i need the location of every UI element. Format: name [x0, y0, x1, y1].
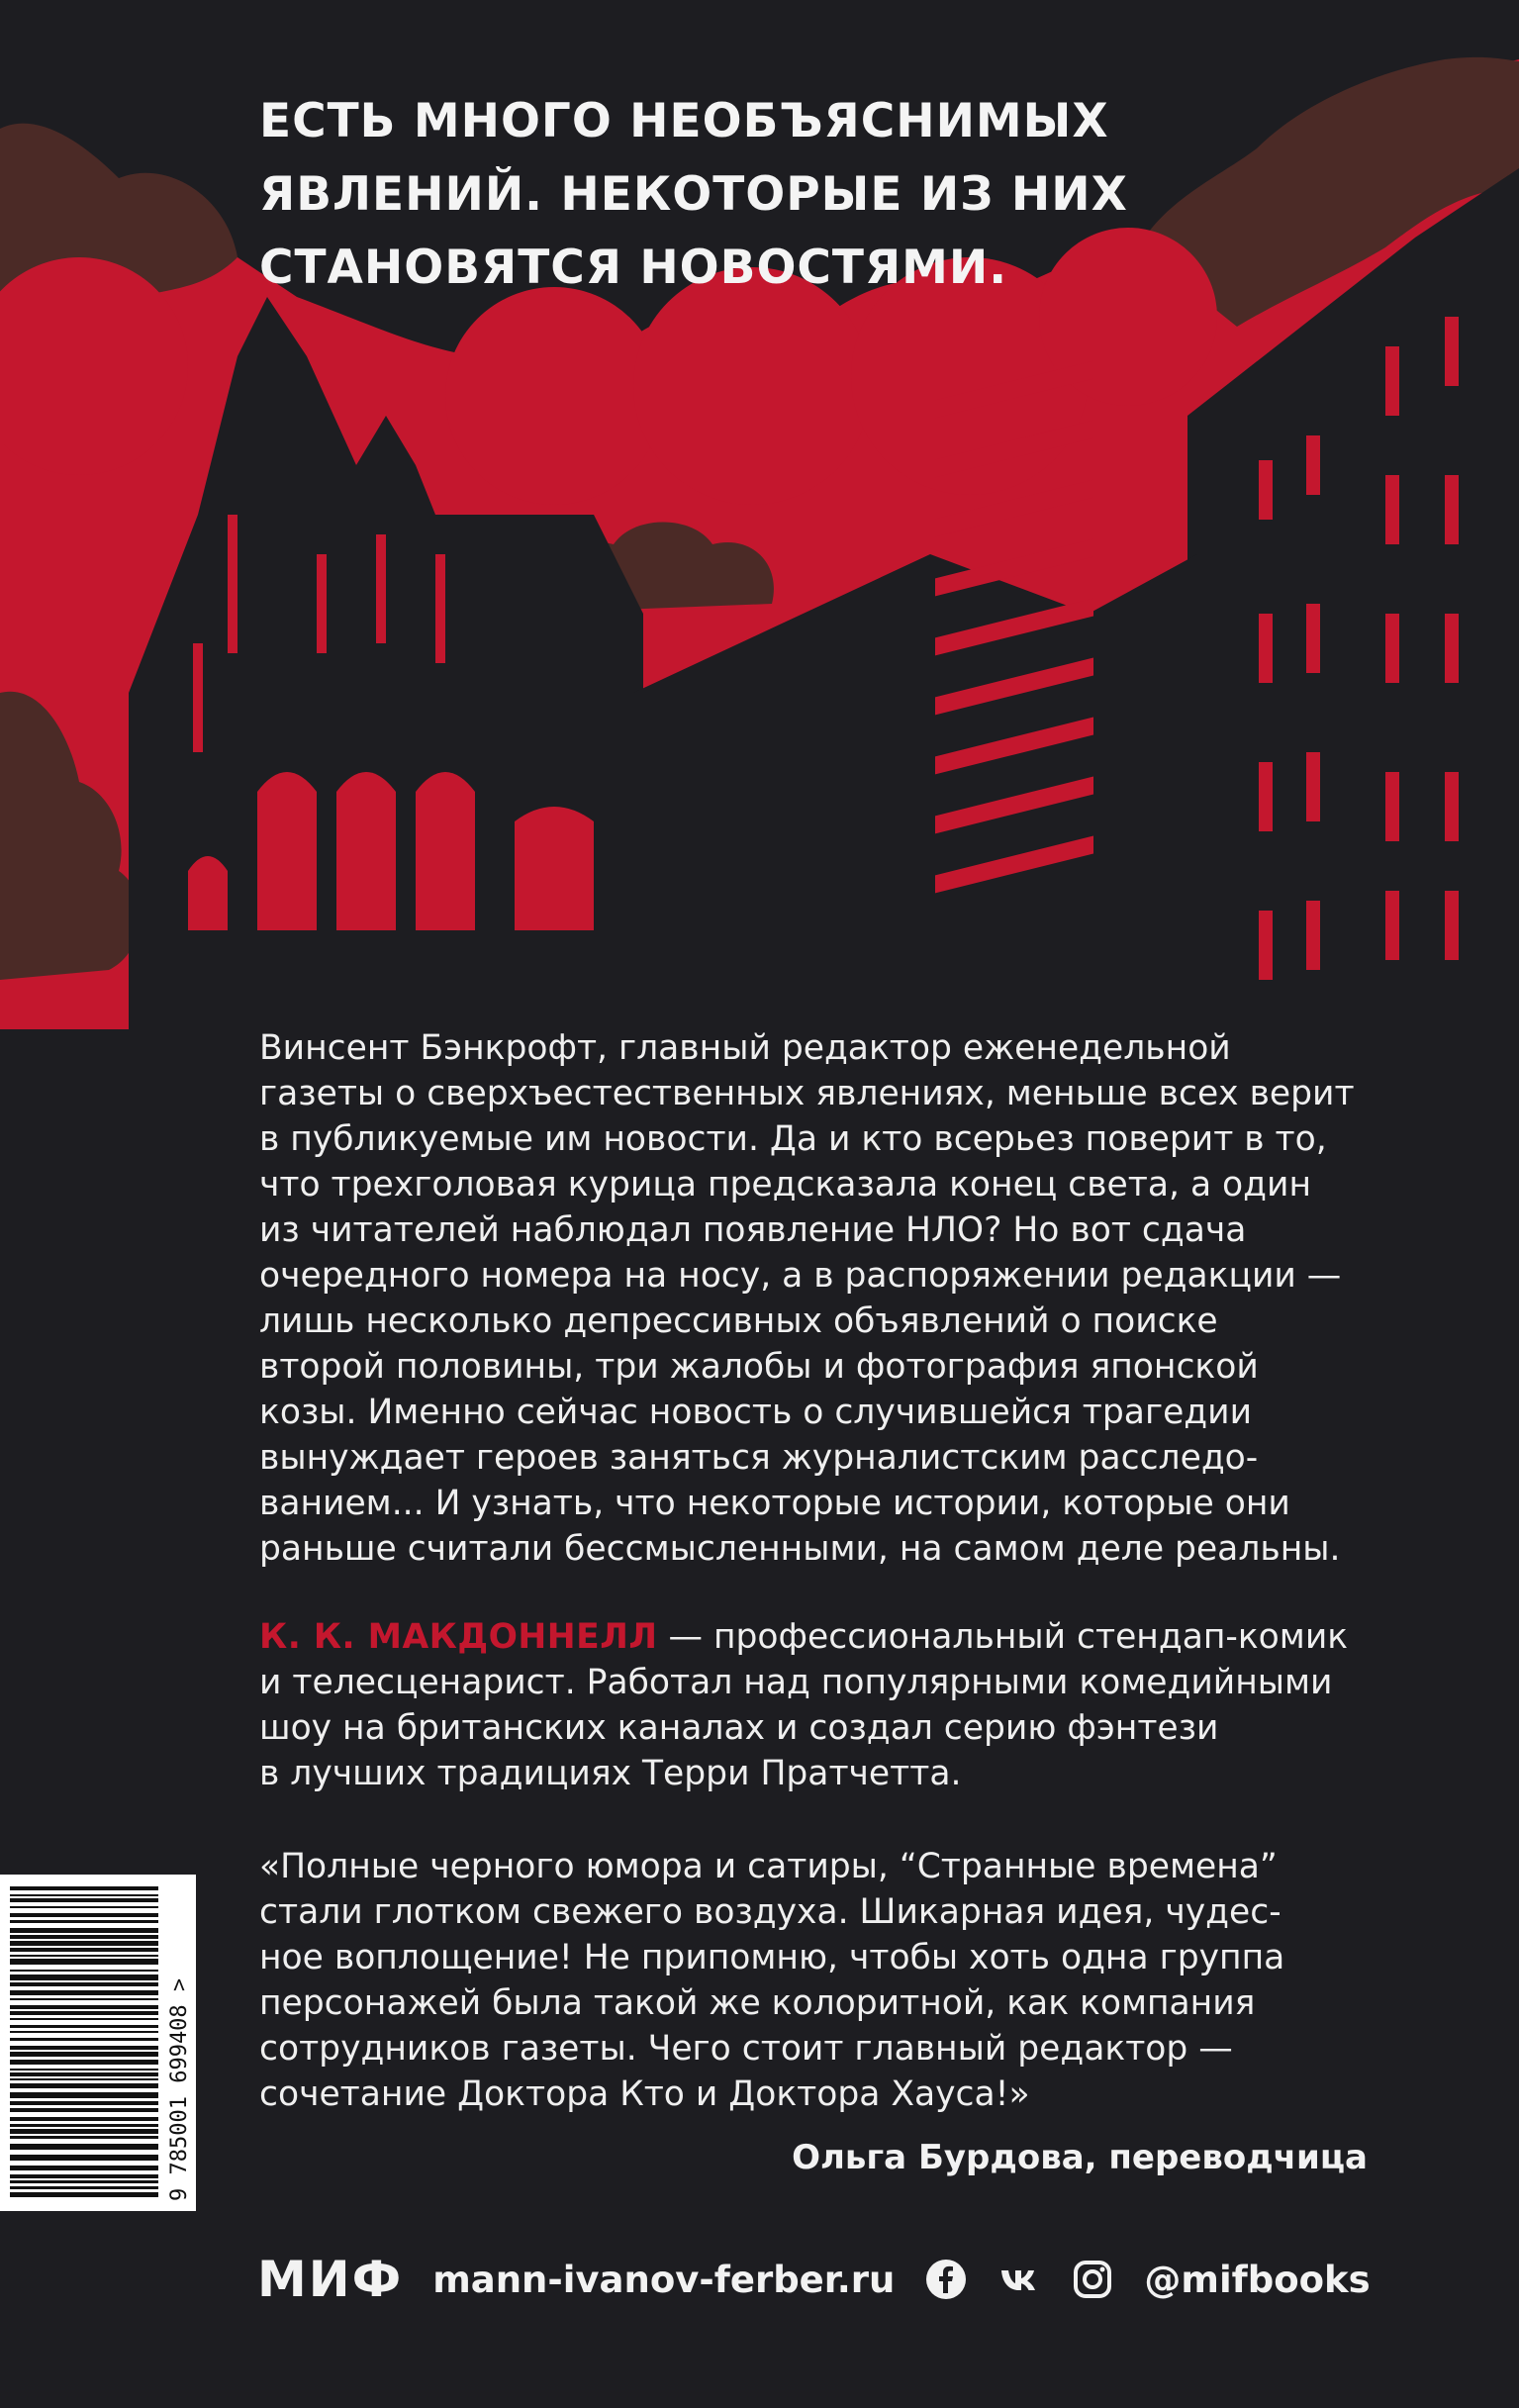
quote-line: «Полные черного юмора и сатиры, “Странные времена” — [259, 1847, 1278, 1886]
description-line: что трехголовая курица предсказала конец света, а один — [259, 1165, 1311, 1204]
barcode-bar — [10, 2038, 158, 2041]
headline-line: СТАНОВЯТСЯ НОВОСТЯМИ. — [259, 241, 1008, 295]
author-bio-line: в лучших традициях Терри Пратчетта. — [259, 1754, 962, 1793]
barcode — [0, 1875, 196, 2211]
quote-line: ное воплощение! Не припомню, чтобы хоть одна группа — [259, 1938, 1285, 1977]
description-line: вынуждает героев заняться журналистским расследо- — [259, 1438, 1259, 1478]
barcode-bar — [10, 2069, 158, 2071]
barcode-bar — [10, 1928, 158, 1933]
description-line: раньше считали бессмысленными, на самом деле реальны. — [259, 1529, 1341, 1569]
barcode-bar — [10, 2025, 158, 2028]
description-line: Винсент Бэнкрофт, главный редактор еженедельной — [259, 1028, 1231, 1068]
description-line: газеты о сверхъестественных явлениях, меньше всех верит — [259, 1074, 1355, 1113]
publisher-footer — [257, 2245, 1371, 2314]
barcode-bars — [10, 1886, 158, 2197]
barcode-bar — [10, 1941, 158, 1946]
barcode-bar — [10, 1920, 158, 1923]
red-cloud-puff — [445, 287, 663, 505]
barcode-bar — [10, 2124, 158, 2127]
author-name: К. К. МАКДОННЕЛЛ — [259, 1617, 658, 1657]
quote-line: сотрудников газеты. Чего стоит главный редактор — — [259, 2029, 1233, 2069]
quote-attribution: Ольга Бурдова, переводчица — [792, 2138, 1368, 2177]
barcode-bar — [10, 2005, 158, 2009]
barcode-bar — [10, 2166, 158, 2170]
headline — [259, 85, 1348, 305]
website-link[interactable]: mann-ivanov-ferber.ru — [432, 2258, 896, 2301]
barcode-bar — [10, 1982, 158, 1986]
barcode-digits: 9 785001 699408 > — [167, 1977, 192, 2201]
barcode-bar — [10, 2018, 158, 2020]
barcode-bar — [10, 1959, 158, 1965]
barcode-bar — [10, 1913, 158, 1917]
barcode-bar — [10, 2072, 158, 2076]
barcode-bar — [10, 2011, 158, 2015]
barcode-bar — [10, 2129, 158, 2134]
barcode-bar — [10, 2108, 158, 2112]
barcode-bar — [10, 1955, 158, 1957]
description-line: ванием... И узнать, что некоторые истории, которые они — [259, 1484, 1290, 1523]
barcode-bar — [10, 1998, 158, 2000]
quote-line: стали глотком свежего воздуха. Шикарная идея, чудес- — [259, 1892, 1282, 1932]
barcode-bar — [10, 1948, 158, 1952]
vk-icon[interactable] — [997, 2258, 1041, 2301]
barcode-bar — [10, 2192, 158, 2197]
author-bio-line: шоу на британских каналах и создал серию фэнтези — [259, 1708, 1219, 1748]
headline-line: ЕСТЬ МНОГО НЕОБЪЯСНИМЫХ — [259, 94, 1109, 148]
barcode-bar — [10, 2031, 158, 2033]
barcode-bar — [10, 2052, 158, 2057]
barcode-bar — [10, 2136, 158, 2139]
instagram-icon[interactable] — [1071, 2258, 1114, 2301]
description-line: козы. Именно сейчас новость о случившейся трагедии — [259, 1393, 1252, 1432]
barcode-bar — [10, 1970, 158, 1972]
facebook-icon[interactable] — [924, 2258, 968, 2301]
description-line: из читателей наблюдал появление НЛО? Но вот сдача — [259, 1210, 1247, 1250]
barcode-bar — [10, 2180, 158, 2183]
social-handle[interactable]: @mifbooks — [1144, 2258, 1371, 2301]
barcode-bar — [10, 2083, 158, 2088]
barcode-bar — [10, 2174, 158, 2178]
barcode-bar — [10, 2046, 158, 2050]
review-quote — [259, 1844, 1377, 2117]
description-line: очередного номера на носу, а в распоряжении редакции — — [259, 1256, 1342, 1296]
book-description — [259, 1025, 1377, 1572]
headline-line: ЯВЛЕНИЙ. НЕКОТОРЫЕ ИЗ НИХ — [259, 167, 1128, 222]
author-bio — [259, 1614, 1377, 1796]
barcode-bar — [10, 2117, 158, 2121]
barcode-bar — [10, 1898, 158, 1902]
barcode-bar — [10, 1975, 158, 1980]
publisher-logo: МИФ — [257, 2251, 404, 2308]
barcode-bar — [10, 1935, 158, 1939]
description-line: лишь несколько депрессивных объявлений о поиске — [259, 1301, 1218, 1341]
quote-line: сочетание Доктора Кто и Доктора Хауса!» — [259, 2074, 1030, 2114]
barcode-bar — [10, 2060, 158, 2065]
author-bio-line: — профессиональный стендап-комик — [657, 1617, 1349, 1657]
barcode-bar — [10, 2144, 158, 2150]
barcode-bar — [10, 2186, 158, 2189]
barcode-bar — [10, 2078, 158, 2080]
barcode-bar — [10, 1990, 158, 1995]
barcode-bar — [10, 2092, 158, 2098]
description-line: второй половины, три жалобы и фотография японской — [259, 1347, 1259, 1387]
barcode-bar — [10, 2155, 158, 2161]
description-line: в публикуемые им новости. Да и кто всерьез поверит в то, — [259, 1119, 1327, 1159]
barcode-bar — [10, 1906, 158, 1908]
barcode-bar — [10, 2101, 158, 2105]
author-bio-line: и телесценарист. Работал над популярными комедийными — [259, 1663, 1333, 1702]
barcode-bar — [10, 1894, 158, 1896]
barcode-bar — [10, 1886, 158, 1890]
quote-line: персонажей была такой же колоритной, как компания — [259, 1983, 1256, 2023]
